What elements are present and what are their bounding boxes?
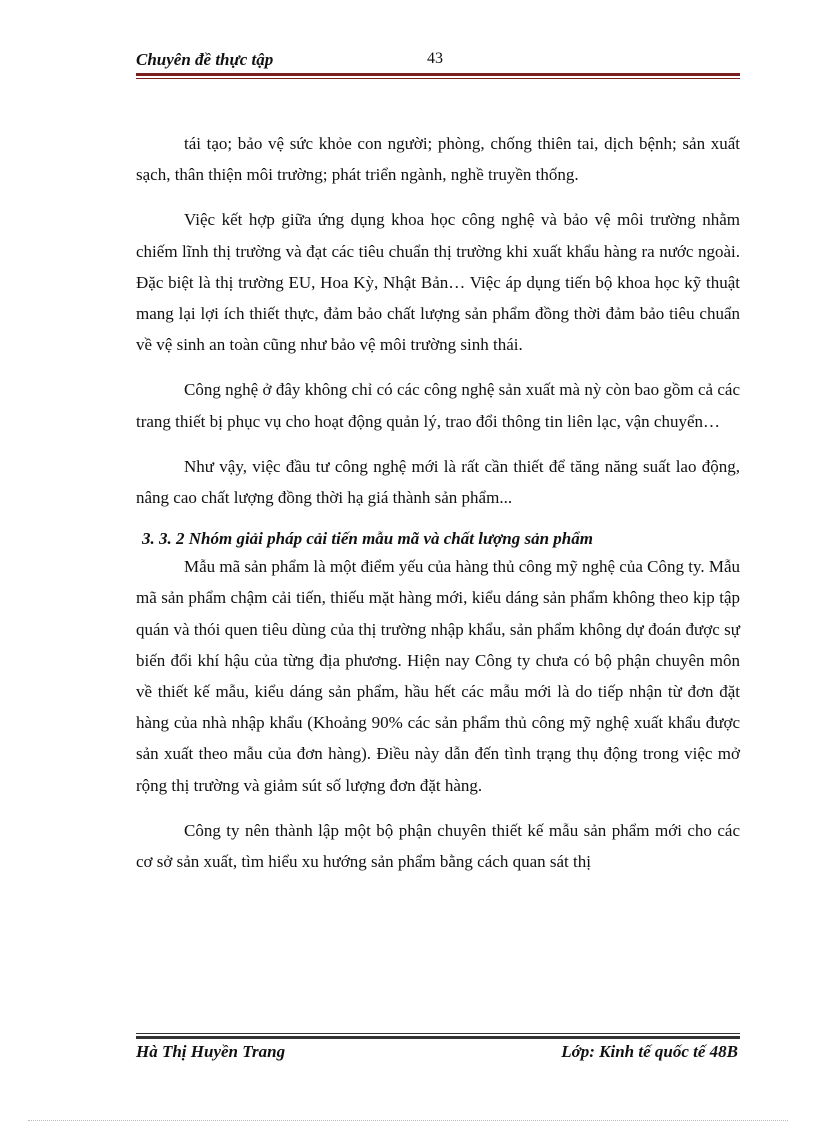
section-heading: 3. 3. 2 Nhóm giải pháp cải tiến mẫu mã và chất lượng sản phẩm — [142, 529, 593, 549]
page-bottom-border — [28, 1120, 788, 1121]
page-number: 43 — [427, 50, 443, 67]
section-paragraph-1: Mẫu mã sản phẩm là một điểm yếu của hàng thủ công mỹ nghệ của Công ty. Mẫu mã sản phẩm chậm cải tiến, thiếu mặt hàng mới, kiểu dáng sản phẩm không theo kịp tập quán và thói quen tiêu dùng của thị trường nhập khẩu, sản phẩm không dự đoán được sự biến đổi khí hậu của từng địa phương. Hiện nay Công ty chưa có bộ phận chuyên môn về thiết kế mẫu, kiểu dáng sản phẩm, hầu hết các mẫu mới là do tiếp nhận từ đơn đặt hàng của nhà nhập khẩu (Khoảng 90% các sản phẩm thủ công mỹ nghệ xuất khẩu được sản xuất theo mẫu của đơn hàng). Điều này dẫn đến tình trạng thụ động trong việc mở rộng thị trường và giảm sút số lượng đơn đặt hàng. — [136, 557, 740, 795]
paragraph-4: Như vậy, việc đầu tư công nghệ mới là rất cần thiết để tăng năng suất lao động, nâng cao chất lượng đồng thời hạ giá thành sản phẩm... — [136, 456, 740, 508]
paragraph-2: Việc kết hợp giữa ứng dụng khoa học công nghệ và bảo vệ môi trường nhằm chiếm lĩnh thị trường và đạt các tiêu chuẩn thị trường khi xuất khẩu hàng ra nước ngoài. Đặc biệt là thị trường EU, Hoa Kỳ, Nhật Bản… Việc áp dụng tiến bộ khoa học kỹ thuật mang lại lợi ích thiết thực, đảm bảo chất lượng sản phẩm đồng thời đảm bảo tiêu chuẩn về vệ sinh an toàn cũng như bảo vệ môi trường sinh thái. — [136, 210, 740, 355]
header-rule-thin — [136, 78, 740, 79]
footer-class: Lớp: Kinh tế quốc tế 48B — [561, 1042, 738, 1061]
header-rule-thick — [136, 73, 740, 76]
paragraph-3: Công nghệ ở đây không chỉ có các công nghệ sản xuất mà nỳ còn bao gồm cả các trang thiết bị phục vụ cho hoạt động quản lý, trao đổi thông tin liên lạc, vận chuyển… — [136, 380, 740, 431]
page-body — [136, 128, 740, 891]
footer-rule-thin — [136, 1033, 740, 1034]
header-title: Chuyên đề thực tập — [136, 50, 274, 69]
footer-author: Hà Thị Huyền Trang — [136, 1042, 286, 1061]
page-header — [136, 48, 740, 72]
page-footer — [136, 1042, 740, 1066]
paragraph-1: tái tạo; bảo vệ sức khỏe con người; phòng, chống thiên tai, dịch bệnh; sản xuất sạch, thân thiện môi trường; phát triển ngành, nghề truyền thống. — [136, 134, 740, 185]
footer-rule-thick — [136, 1036, 740, 1039]
section-paragraph-2: Công ty nên thành lập một bộ phận chuyên thiết kế mẫu sản phẩm mới cho các cơ sở sản xuất, tìm hiểu xu hướng sản phẩm bằng cách quan sát thị — [136, 820, 740, 872]
